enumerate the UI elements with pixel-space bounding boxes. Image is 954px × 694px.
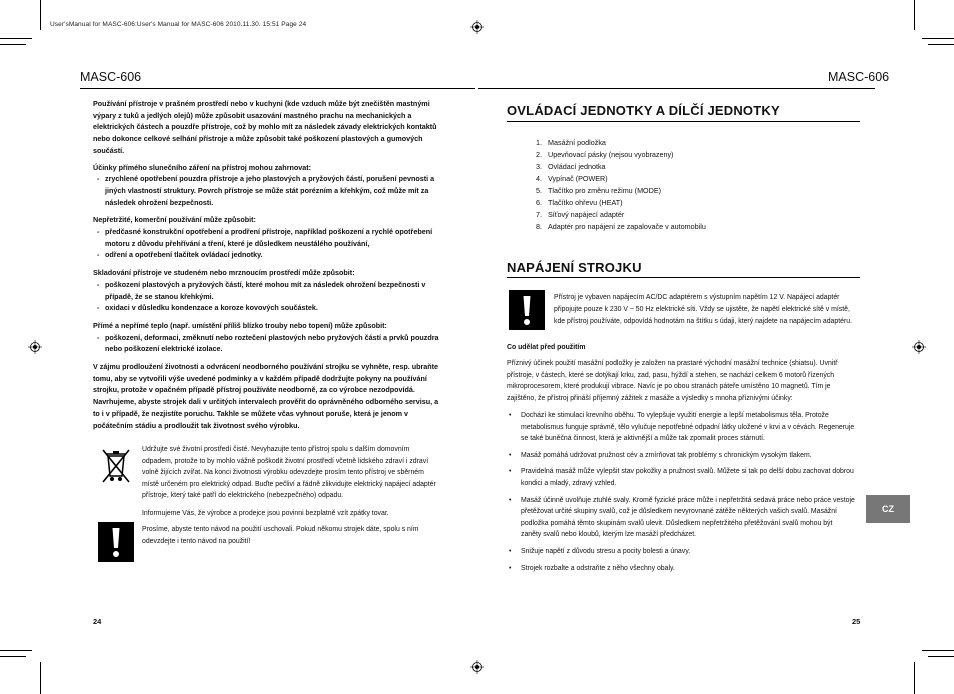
heat-title: Přímé a nepřímé teplo (např. umístění příliš blízko trouby nebo topení) může způsobit: — [93, 320, 387, 330]
model-name-right: MASC-606 — [828, 70, 890, 84]
commercial-list — [93, 226, 463, 261]
weee-info: Informujeme Vás, že výrobce a prodejce jsou povinni bezplatně vzít zpátky tovar. — [142, 509, 389, 517]
list-item: 3. Ovládací jednotka — [536, 162, 606, 171]
sun-list — [93, 173, 463, 208]
controls-list — [527, 137, 706, 233]
cold-list — [93, 279, 463, 314]
usage-paragraph: Příznivý účinek použití masážní podložky je založen na prastaré východní masážní technice (shiatsu). Uvnitř přístroje, v částech, které se dotýkají krku, zad, pasu, hýždí a stehen, se nachází celkem 6 motorů řízených mikroprocesorem, které produkují vibrace. Navíc je po obou stranách páteře umístěno 10 magnetů. Tím je zajištěno, že přístroj přináší příjemný zážitek z masáže a výsledky s mnoha příznivými účinky: — [507, 360, 838, 402]
list-item: - odření a opotřebení tlačítek ovládací jednotky. — [97, 250, 263, 260]
model-name-left: MASC-606 — [80, 70, 142, 84]
exclamation-warning-icon — [98, 522, 134, 562]
exclamation-warning-icon — [509, 290, 545, 330]
power-heading: NAPÁJENÍ STROJKU — [507, 260, 642, 275]
page-number-left: 24 — [93, 617, 102, 626]
heat-list — [93, 332, 463, 355]
cold-title: Skladování přístroje ve studeném nebo mrznoucím prostředí může způsobit: — [93, 268, 355, 278]
list-item: 6. Tlačítko ohřevu (HEAT) — [536, 198, 623, 207]
weee-paragraph: Udržujte své životní prostředí čisté. Nevyhazujte tento přístroj spolu s dalším domovním odpadem, protože to by mohlo vážně poškodit životní prostředí včetně lidského zdraví i zdraví volně žijících zvířat. Na konci životnosti výrobku odevzdejte prosím tento přístroj ve sběrném místě určeném pro elektrický odpad. Buďte pečliví a řádně zlikvidujte elektrický napájecí adaptér přístroje, který také patří do elektrického (nebezpečného) odpadu. Informujeme Vás, že výrobce a prodejce jsou povinni bezplatně vzít zpátky tovar. — [142, 444, 462, 520]
list-item: - předčasné konstrukční opotřebení a prodření přístroje, například poškození a rychlé opotřebení motoru z důvodu přehřívání a tření, které je důsledkem neustálého používání, — [97, 227, 433, 248]
usage-title: Co udělat před použitím — [507, 344, 586, 351]
list-item: 4. Vypínač (POWER) — [536, 174, 608, 183]
list-item: 2. Upevňovací pásky (nejsou vyobrazeny) — [536, 150, 674, 159]
registration-mark-icon — [470, 660, 484, 674]
list-item: • Dochází ke stimulaci krevního oběhu. To vylepšuje využití energie a lepší metabolismus těla. Protože metabolismus funguje správně, tělo vylučuje nepotřebné odpadní látky uložené v krvi a v cévách. Regeneruje se také buněčná činnost, která je aktivnější a může tak zpomalit proces stárnutí. — [509, 412, 855, 443]
crossed-out-bin-icon — [98, 446, 134, 486]
effects-list — [507, 410, 869, 579]
header-rule-right — [478, 88, 875, 89]
list-item: • Strojek rozbalte a odstraňte z něho všechny obaly. — [509, 564, 675, 572]
controls-heading-rule — [507, 121, 860, 122]
commercial-title: Nepřetržité, komerční používání může způsobit: — [93, 215, 256, 225]
keep-manual-paragraph: Prosíme, abyste tento návod na použití uschovali. Pokud někomu strojek dáte, spolu s ním odevzdejte i tento návod na použití! — [142, 526, 419, 545]
left-text-column — [93, 98, 463, 431]
list-item: - poškození plastových a pryžových částí, které mohou mít za následek ohrožení bezpečnosti v případě, že se stanou křehkými. — [97, 279, 426, 301]
header-rule-left — [80, 88, 475, 89]
print-header: User'sManual for MASC-606:User's Manual for MASC-606 2010.11.30. 15:51 Page 24 — [50, 21, 307, 28]
page-number-right: 25 — [852, 617, 861, 626]
list-item: - oxidaci v důsledku kondenzace a koroze kovových součástek. — [97, 303, 318, 313]
registration-mark-icon — [912, 340, 926, 354]
list-item: • Snižuje napětí z důvodu stresu a pocity bolesti a únavy. — [509, 547, 691, 555]
power-heading-rule — [507, 277, 860, 278]
sun-title: Účinky přímého slunečního záření na přístroj mohou zahrnovat: — [93, 162, 312, 172]
list-item: • Masáž pomáhá udržovat pružnost cév a zmírňovat tak problémy s chronickým vysokým tlakem. — [509, 451, 812, 459]
dust-paragraph: Používání přístroje v prašném prostředí nebo v kuchyni (kde vzduch může být znečištěn mastnými výpary z tuků a jedlých olejů) může způsobit usazování mastného prachu na mechanických a elektrických částech a pouzdře přístroje, což by mohlo mít za následek závady elektrických kontaktů nebo dokonce celkové selhání přístroje a může způsobit také poškození plastových a gumových součástí. — [93, 99, 437, 155]
list-item: • Pravidelná masáž může vylepšit stav pokožky a pružnost svalů. Můžete si tak po delší dobu zachovat dobrou kondici a mladý, zdravý vzhled. — [509, 468, 854, 487]
list-item: - zrychlené opotřebení pouzdra přístroje a jeho plastových a pryžových částí, porušení pevnosti a jiných vlastností struktury. Povrch přístroje se může stát porézním a křehkým, což může mít za následek ohrožení bezpečnosti. — [97, 174, 435, 207]
list-item: - poškození, deformaci, změknutí nebo roztečení plastových nebo pryžových částí a prvků pouzdra nebo poškození elektrické izolace. — [97, 332, 439, 354]
list-item: 8. Adaptér pro napájení ze zapalovače v automobilu — [536, 222, 706, 231]
list-item: 1. Masážní podložka — [536, 138, 606, 147]
controls-heading: OVLÁDACÍ JEDNOTKY A DÍLČÍ JEDNOTKY — [507, 103, 780, 118]
list-item: • Masáž účinně uvolňuje ztuhlé svaly. Kromě fyzické práce může i nepřetržitá sedavá práce nebo práce vestoje přetěžovat určité skupiny svalů, což je důsledkem nevyrovnané zátěže některých vašich svalů. Masážní podložka pomáhá těmto skupinám svalů ulevit. Důsledkem nepřetržitého přetěžování svalů mohou být zaněty svalů nebo kloubů, kterým lze masáží předcházet. — [509, 496, 855, 539]
list-item: 5. Tlačítko pro změnu režimu (MODE) — [536, 186, 662, 195]
power-paragraph: Přístroj je vybaven napájecím AC/DC adaptérem s výstupním napětím 12 V. Napájecí adaptér připojujte pouze k 230 V ~ 50 Hz elektrické síti. Vždy se ujistěte, že napětí elektrické sítě v místě, kde přístroj používáte, odpovídá hodnotám na štítku s údaji, který najdete na napájecím adaptéru. — [554, 294, 853, 325]
list-item: 7. Síťový napájecí adaptér — [536, 210, 625, 219]
registration-mark-icon — [470, 20, 484, 34]
registration-mark-icon — [28, 340, 42, 354]
lifetime-paragraph: V zájmu prodloužení životnosti a odvrácení neodborného používání strojku se vyhněte, resp. ubraňte tomu, aby se vytvořili výše uvedené podmínky a v každém případě dodržujte pokyny na používání strojku, protože v opačném případě přístroj používáte neodborně, za co výrobce nezodpovídá. Navrhujeme, abyste strojek dali v určitých intervalech prověřit do oprávněného odborného servisu, a to i v případě, že nezjistíte poruchu. Takhle se můžete včas vyhnout poruše, která je jenom v počátečním stádiu a prodloužit tak životnost svého výrobku. — [93, 362, 439, 430]
language-badge: CZ — [866, 495, 910, 523]
